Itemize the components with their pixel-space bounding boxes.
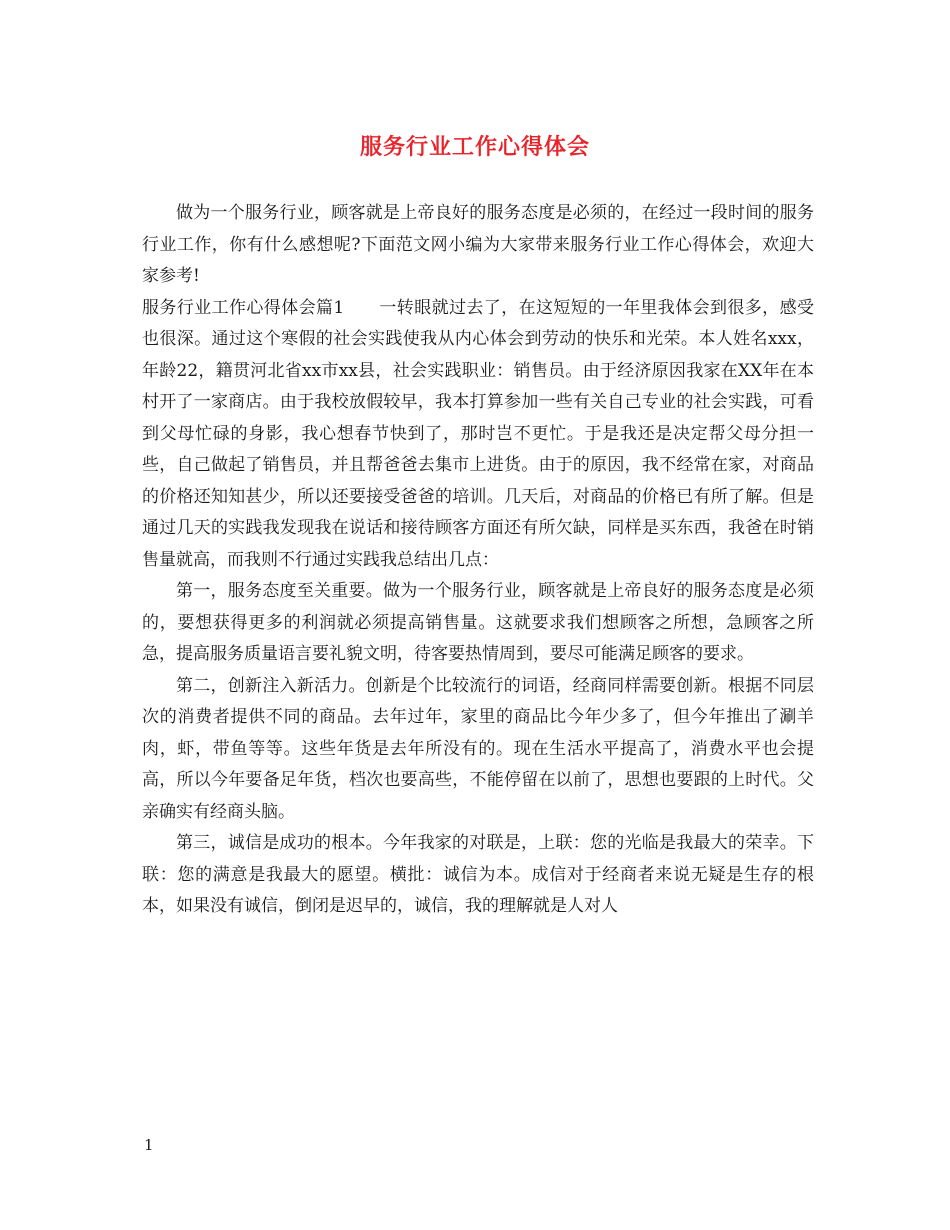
page-number: 1	[144, 1136, 154, 1154]
document-title: 服务行业工作心得体会	[359, 134, 590, 160]
paragraph-section-1: 服务行业工作心得体会篇1 一转眼就过去了，在这短短的一年里我体会到很多，感受也很深。通过这个寒假的社会实践使我从内心体会到劳动的快乐和光荣。本人姓名xxx，年龄22，籍贯河北省xx市xx县，社会实践职业：销售员。由于经济原因我家在XX年在本村开了一家商店。由于我校放假较早，我本打算参加一些有关自己专业的社会实践，可看到父母忙碌的身影，我心想春节快到了，那时岂不更忙。于是我还是决定帮父母分担一些，自己做起了销售员，并且帮爸爸去集市上进货。由于的原因，我不经常在家，对商品的价格还知知甚少，所以还要接受爸爸的培训。几天后，对商品的价格已有所了解。但是通过几天的实践我发现我在说话和接待顾客方面还有所欠缺，同样是买东西，我爸在时销售量就高，而我则不行通过实践我总结出几点：	[142, 297, 814, 570]
document-body	[142, 198, 814, 923]
paragraph-point-1: 第一，服务态度至关重要。做为一个服务行业，顾客就是上帝良好的服务态度是必须的，要想获得更多的利润就必须提高销售量。这就要求我们想顾客之所想，急顾客之所急，提高服务质量语言要礼貌文明，待客要热情周到，要尽可能满足顾客的要求。	[142, 581, 814, 664]
paragraph-point-3: 第三，诚信是成功的根本。今年我家的对联是，上联：您的光临是我最大的荣幸。下联：您的满意是我最大的愿望。横批：诚信为本。成信对于经商者来说无疑是生存的根本，如果没有诚信，倒闭是迟早的，诚信，我的理解就是人对人	[142, 833, 814, 916]
paragraph-intro: 做为一个服务行业，顾客就是上帝良好的服务态度是必须的，在经过一段时间的服务行业工作，你有什么感想呢?下面范文网小编为大家带来服务行业工作心得体会，欢迎大家参考!	[142, 203, 814, 286]
paragraph-point-2: 第二，创新注入新活力。创新是个比较流行的词语，经商同样需要创新。根据不同层次的消费者提供不同的商品。去年过年，家里的商品比今年少多了，但今年推出了涮羊肉，虾，带鱼等等。这些年货是去年所没有的。现在生活水平提高了，消费水平也会提高，所以今年要备足年货，档次也要高些，不能停留在以前了，思想也要跟的上时代。父亲确实有经商头脑。	[142, 675, 814, 822]
